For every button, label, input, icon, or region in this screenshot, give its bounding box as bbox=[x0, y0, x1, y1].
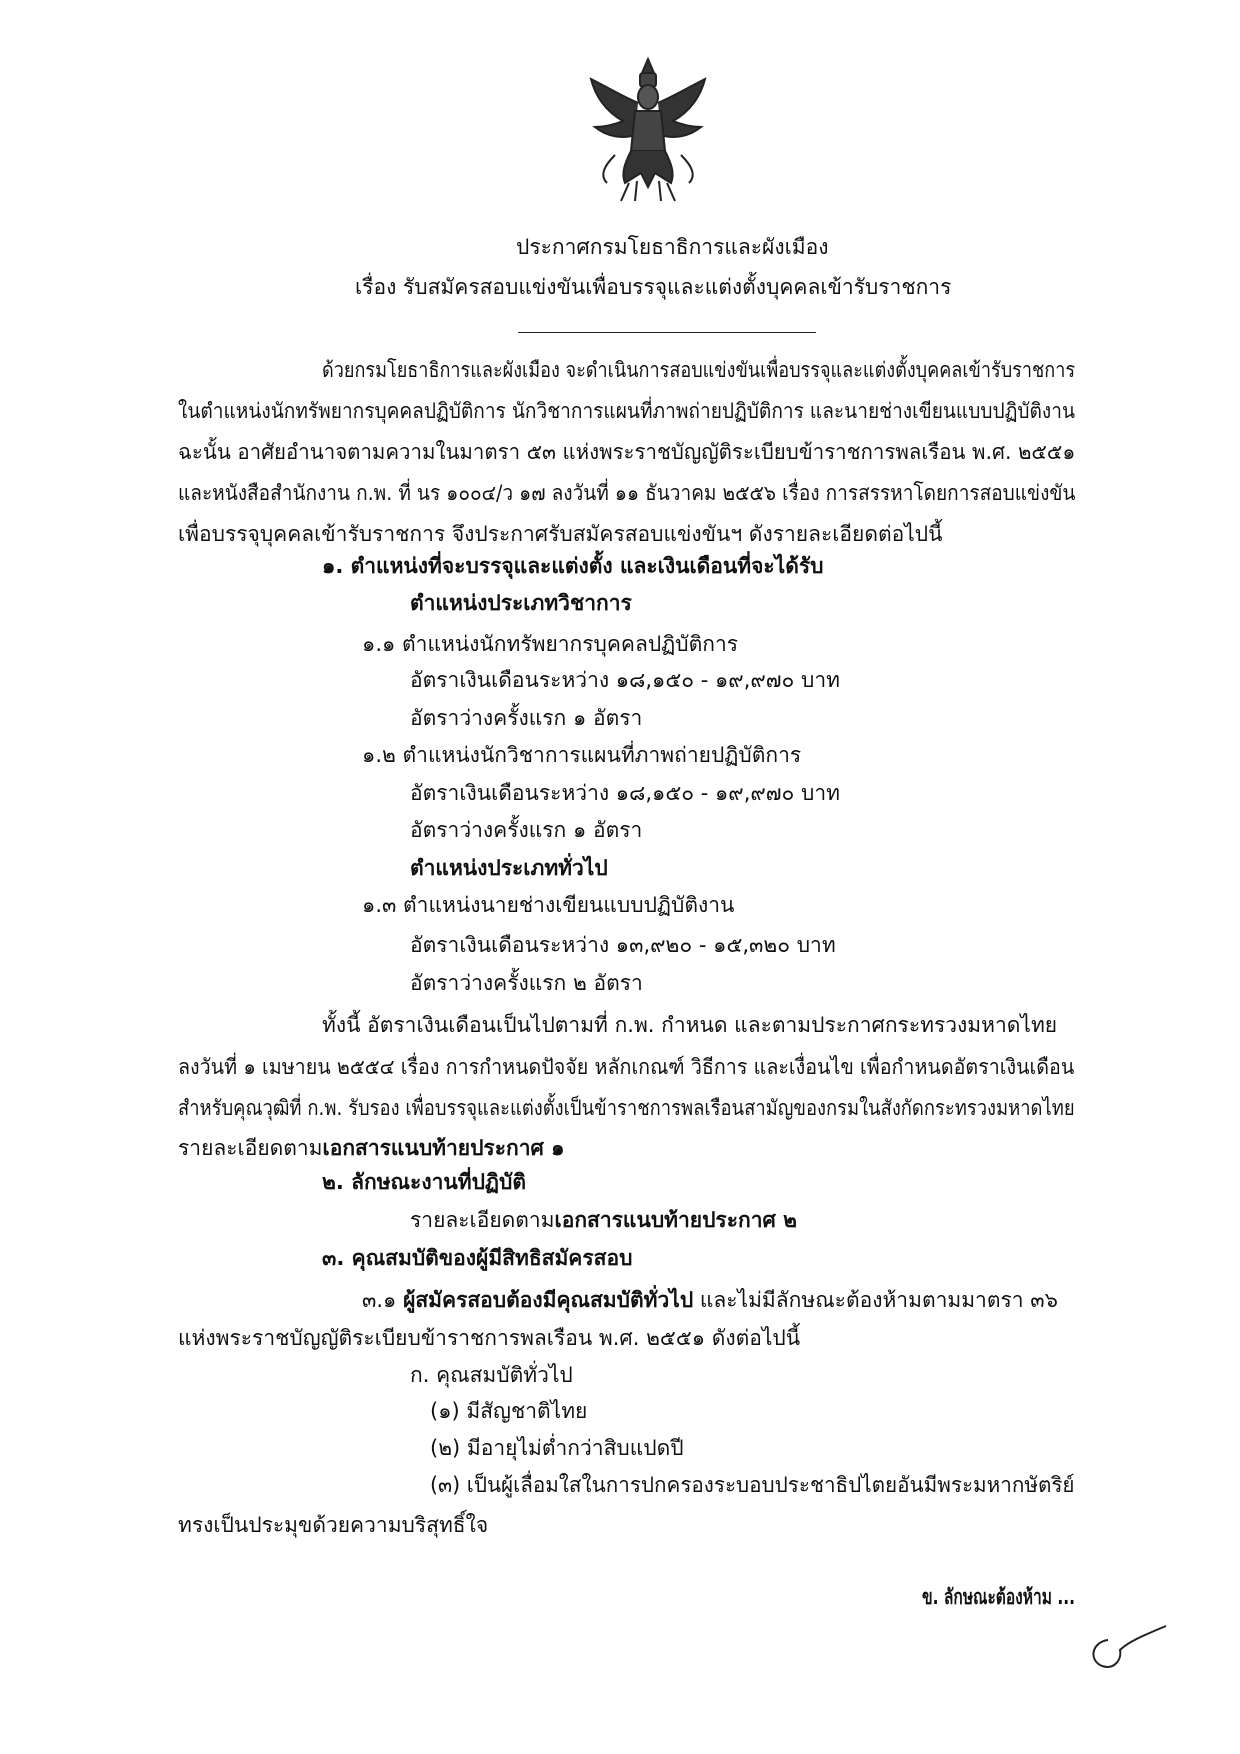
qualification-item-3-line-1: (๓) เป็นผู้เลื่อมใสในการปกครองระบอบประชาธิปไตยอันมีพระมหากษัตริย์ bbox=[430, 1473, 1075, 1497]
general-qualifications-heading: ก. คุณสมบัติทั่วไป bbox=[410, 1363, 573, 1387]
qualification-3-1-line-1 bbox=[362, 1285, 1058, 1315]
general-group-heading: ตำแหน่งประเภททั่วไป bbox=[410, 856, 608, 880]
intro-line-1: ด้วยกรมโยธาธิการและผังเมือง จะดำเนินการสอบแข่งขันเพื่อบรรจุและแต่งตั้งบุคคลเข้ารับราชการ bbox=[322, 358, 1076, 382]
position-1-1-title: ๑.๑ ตำแหน่งนักทรัพยากรบุคคลปฏิบัติการ bbox=[362, 632, 739, 656]
continued-marker: ข. ลักษณะต้องห้าม ... bbox=[922, 1585, 1076, 1609]
position-1-2-title: ๑.๒ ตำแหน่งนักวิชาการแผนที่ภาพถ่ายปฏิบัติการ bbox=[362, 743, 802, 767]
intro-line-3: ฉะนั้น อาศัยอำนาจตามความในมาตรา ๕๓ แห่งพระราชบัญญัติระเบียบข้าราชการพลเรือน พ.ศ. ๒๕๕๑ bbox=[178, 440, 1076, 464]
qualification-3-1-bold: ผู้สมัครสอบต้องมีคุณสมบัติทั่วไป bbox=[403, 1288, 694, 1312]
position-1-3-salary: อัตราเงินเดือนระหว่าง ๑๓,๙๒๐ - ๑๕,๓๒๐ บาท bbox=[410, 933, 836, 957]
section-3-heading: ๓. คุณสมบัติของผู้มีสิทธิสมัครสอบ bbox=[322, 1246, 633, 1270]
position-1-3-vacancy: อัตราว่างครั้งแรก ๒ อัตรา bbox=[410, 971, 643, 995]
position-1-3-title: ๑.๓ ตำแหน่งนายช่างเขียนแบบปฏิบัติงาน bbox=[362, 893, 735, 917]
intro-line-2: ในตำแหน่งนักทรัพยากรบุคคลปฏิบัติการ นักวิชาการแผนที่ภาพถ่ายปฏิบัติการ และนายช่างเขียนแบบปฏิบัติงาน bbox=[178, 399, 1076, 423]
section-2-detail bbox=[410, 1205, 797, 1235]
attachment-2-reference: เอกสารแนบท้ายประกาศ ๒ bbox=[554, 1208, 797, 1232]
attachment-1-reference: เอกสารแนบท้ายประกาศ ๑ bbox=[322, 1136, 565, 1160]
qualification-item-3-line-2: ทรงเป็นประมุขด้วยความบริสุทธิ์ใจ bbox=[178, 1513, 489, 1537]
position-1-2-vacancy: อัตราว่างครั้งแรก ๑ อัตรา bbox=[410, 818, 643, 842]
position-1-1-salary: อัตราเงินเดือนระหว่าง ๑๘,๑๕๐ - ๑๙,๙๗๐ บาท bbox=[410, 668, 840, 692]
qualification-item-1: (๑) มีสัญชาติไทย bbox=[430, 1399, 588, 1423]
announcement-subject: เรื่อง รับสมัครสอบแข่งขันเพื่อบรรจุและแต่งตั้งบุคคลเข้ารับราชการ bbox=[355, 275, 952, 299]
academic-group-heading: ตำแหน่งประเภทวิชาการ bbox=[410, 591, 632, 615]
qualification-item-2: (๒) มีอายุไม่ต่ำกว่าสิบแปดปี bbox=[430, 1436, 684, 1460]
section-2-heading: ๒. ลักษณะงานที่ปฏิบัติ bbox=[322, 1170, 526, 1194]
qualification-3-1-rest: และไม่มีลักษณะต้องห้ามตามมาตรา ๓๖ bbox=[699, 1288, 1058, 1312]
note-line-4 bbox=[178, 1133, 564, 1163]
title-divider bbox=[518, 332, 816, 333]
garuda-emblem-icon bbox=[585, 55, 711, 205]
position-1-1-vacancy: อัตราว่างครั้งแรก ๑ อัตรา bbox=[410, 706, 643, 730]
position-1-2-salary: อัตราเงินเดือนระหว่าง ๑๘,๑๕๐ - ๑๙,๙๗๐ บาท bbox=[410, 781, 840, 805]
intro-line-4: และหนังสือสำนักงาน ก.พ. ที่ นร ๑๐๐๔/ว ๑๗ ลงวันที่ ๑๑ ธันวาคม ๒๕๕๖ เรื่อง การสรรหาโดยการสอบแข่งขัน bbox=[178, 481, 1076, 505]
qualification-3-1-line-2: แห่งพระราชบัญญัติระเบียบข้าราชการพลเรือน พ.ศ. ๒๕๕๑ ดังต่อไปนี้ bbox=[178, 1326, 801, 1350]
note-line-3: สำหรับคุณวุฒิที่ ก.พ. รับรอง เพื่อบรรจุและแต่งตั้งเป็นข้าราชการพลเรือนสามัญของกรมในสังกัดกระทรวงมหาดไทย bbox=[178, 1096, 1075, 1120]
qualification-3-1-number: ๓.๑ bbox=[362, 1288, 397, 1312]
note-line-4-prefix: รายละเอียดตาม bbox=[178, 1136, 323, 1160]
section-1-heading: ๑. ตำแหน่งที่จะบรรจุและแต่งตั้ง และเงินเดือนที่จะได้รับ bbox=[322, 554, 824, 578]
announcement-title: ประกาศกรมโยธาธิการและผังเมือง bbox=[516, 235, 829, 259]
note-line-1: ทั้งนี้ อัตราเงินเดือนเป็นไปตามที่ ก.พ. กำหนด และตามประกาศกระทรวงมหาดไทย bbox=[322, 1013, 1058, 1037]
section-2-detail-prefix: รายละเอียดตาม bbox=[410, 1208, 555, 1232]
note-line-2: ลงวันที่ ๑ เมษายน ๒๕๕๔ เรื่อง การกำหนดปัจจัย หลักเกณฑ์ วิธีการ และเงื่อนไข เพื่อกำหนดอัตราเงินเดือน bbox=[178, 1055, 1075, 1079]
intro-line-5: เพื่อบรรจุบุคคลเข้ารับราชการ จึงประกาศรับสมัครสอบแข่งขันฯ ดังรายละเอียดต่อไปนี้ bbox=[178, 522, 943, 546]
initial-signature-icon bbox=[1080, 1612, 1180, 1682]
